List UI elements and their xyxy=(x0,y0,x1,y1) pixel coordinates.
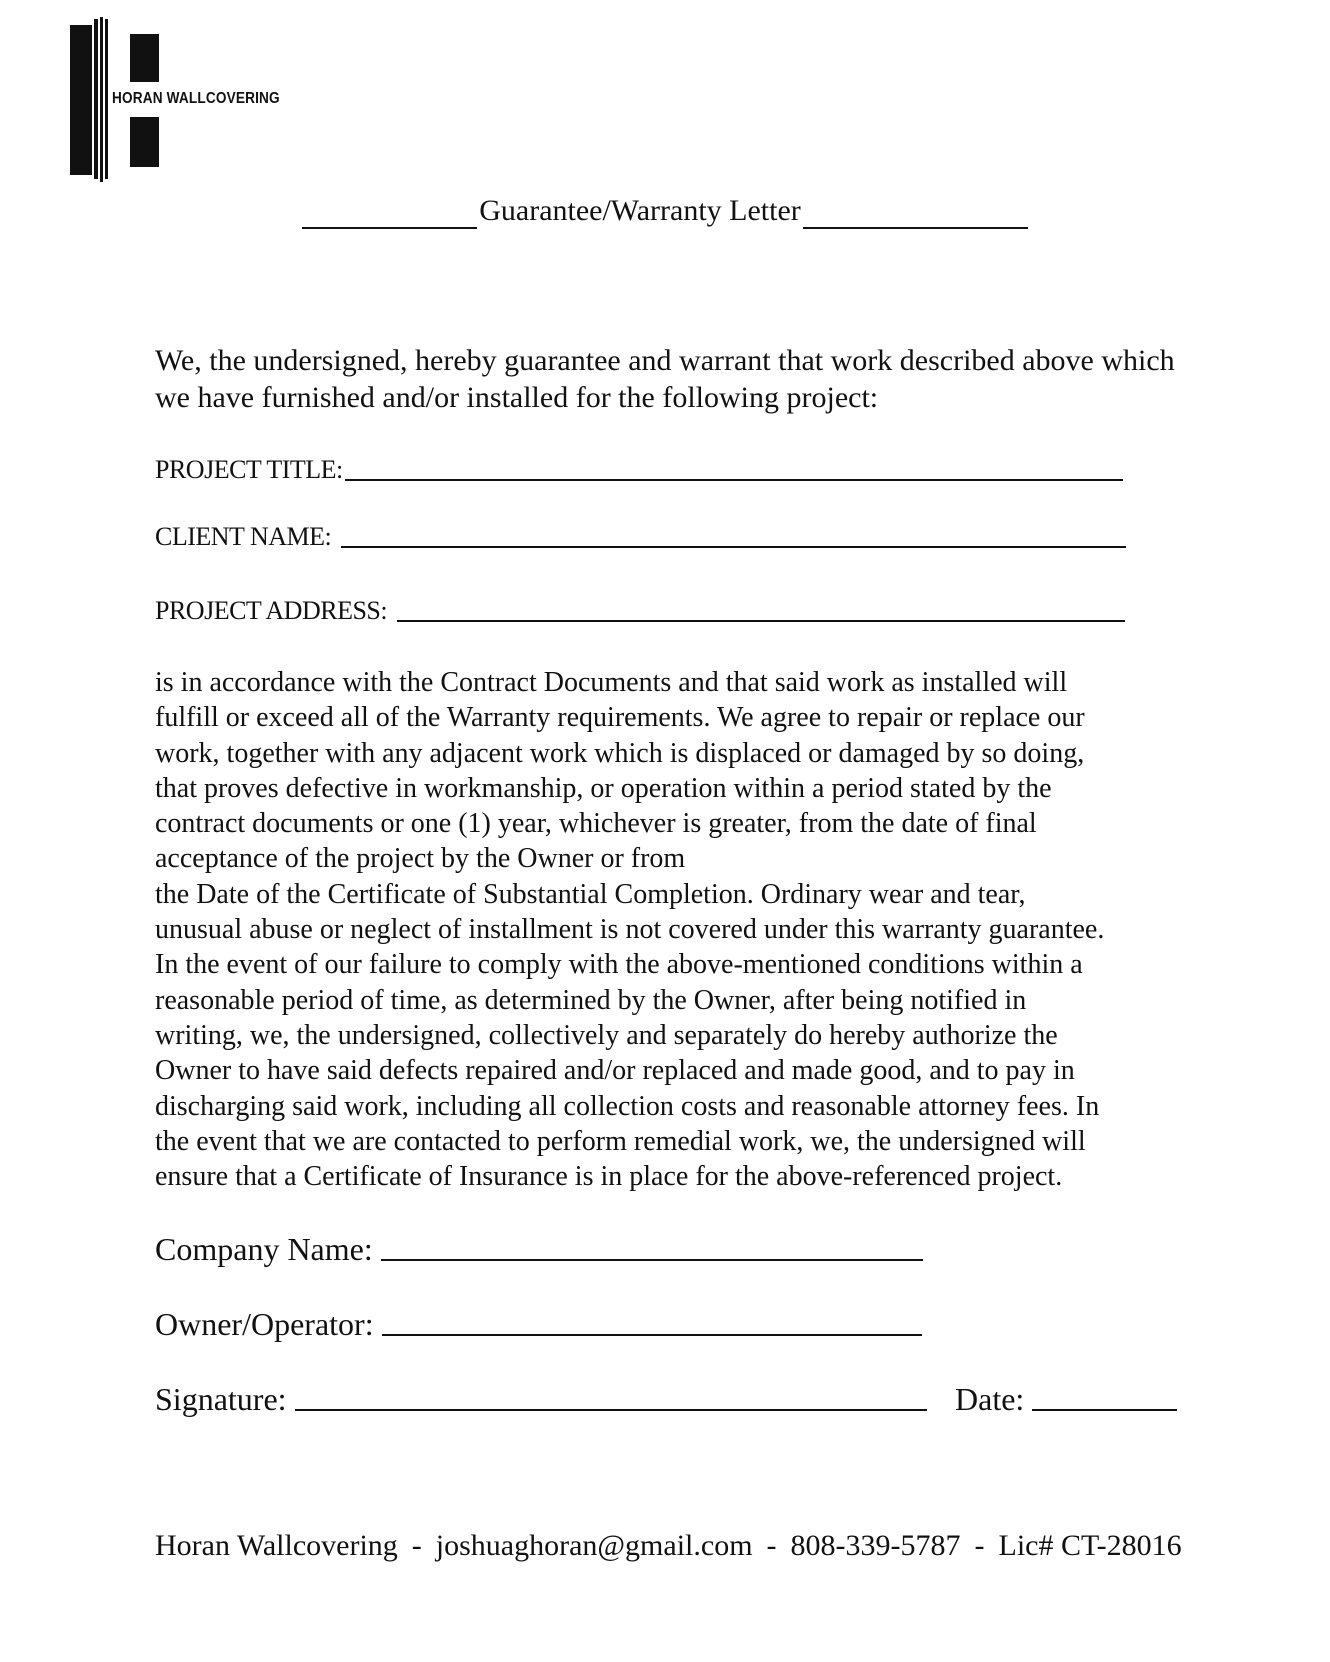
company-logo xyxy=(70,17,310,182)
body-line: discharging said work, including all collection costs and reasonable attorney fees. In xyxy=(155,1090,1100,1122)
date-label: Date: xyxy=(955,1381,1025,1417)
body-line: Owner to have said defects repaired and/or replaced and made good, and to pay in xyxy=(155,1055,1075,1087)
project-address-field xyxy=(155,596,1125,626)
body-line: reasonable period of time, as determined by the Owner, after being notified in xyxy=(155,984,1027,1016)
project-address-label: PROJECT ADDRESS: xyxy=(155,596,388,625)
warranty-body-paragraph xyxy=(155,665,1200,1194)
company-name-field xyxy=(155,1231,923,1267)
title-text: Guarantee/Warranty Letter xyxy=(479,194,801,227)
body-line: acceptance of the project by the Owner or from xyxy=(155,843,686,875)
owner-operator-label: Owner/Operator: xyxy=(155,1306,374,1342)
footer-phone[interactable]: 808-339-5787 xyxy=(790,1529,961,1562)
project-address-blank[interactable] xyxy=(397,618,1125,622)
footer-separator: - xyxy=(974,1529,985,1562)
title-rule-right xyxy=(803,205,1028,229)
signature-blank[interactable] xyxy=(295,1407,927,1411)
title-rule-left xyxy=(302,205,477,229)
client-name-label: CLIENT NAME: xyxy=(155,522,332,551)
client-name-field xyxy=(155,522,1126,552)
company-name-label: Company Name: xyxy=(155,1231,373,1267)
footer-email[interactable]: joshuaghoran@gmail.com xyxy=(435,1529,753,1562)
date-field xyxy=(955,1381,1177,1417)
intro-paragraph: We, the undersigned, hereby guarantee and warrant that work described above which we have furnished and/or installed for the following project: xyxy=(155,344,1175,414)
body-line: ensure that a Certificate of Insurance is in place for the above-referenced project. xyxy=(155,1161,1063,1193)
document-title xyxy=(0,193,1330,229)
body-line: the event that we are contacted to perform remedial work, we, the undersigned will xyxy=(155,1125,1086,1157)
footer-separator: - xyxy=(766,1529,777,1562)
body-line: work, together with any adjacent work which is displaced or damaged by so doing, xyxy=(155,737,1085,769)
body-line: is in accordance with the Contract Documents and that said work as installed will xyxy=(155,667,1068,698)
footer-company: Horan Wallcovering xyxy=(155,1529,398,1562)
body-line: writing, we, the undersigned, collectively and separately do hereby authorize the xyxy=(155,1019,1058,1051)
body-line: In the event of our failure to comply with the above-mentioned conditions within a xyxy=(155,949,1083,981)
logo-text: HORAN WALLCOVERING xyxy=(112,90,280,107)
company-name-blank[interactable] xyxy=(381,1257,923,1261)
owner-operator-field xyxy=(155,1306,922,1342)
body-line: contract documents or one (1) year, whichever is greater, from the date of final xyxy=(155,808,1037,840)
date-blank[interactable] xyxy=(1032,1407,1177,1411)
footer-contact xyxy=(155,1528,1182,1564)
project-title-blank[interactable] xyxy=(345,477,1123,481)
owner-operator-blank[interactable] xyxy=(382,1332,922,1336)
body-line: that proves defective in workmanship, or operation within a period stated by the xyxy=(155,772,1052,804)
signature-label: Signature: xyxy=(155,1381,287,1417)
footer-license: Lic# CT-28016 xyxy=(998,1529,1182,1562)
footer-separator: - xyxy=(411,1529,422,1562)
project-title-label: PROJECT TITLE: xyxy=(155,455,343,484)
body-line: fulfill or exceed all of the Warranty requirements. We agree to repair or replace our xyxy=(155,702,1085,734)
body-line: the Date of the Certificate of Substantial Completion. Ordinary wear and tear, xyxy=(155,878,1026,910)
client-name-blank[interactable] xyxy=(341,544,1126,548)
body-line: unusual abuse or neglect of installment is not covered under this warranty guarantee. xyxy=(155,914,1105,946)
project-title-field xyxy=(155,455,1123,485)
signature-field xyxy=(155,1381,927,1417)
